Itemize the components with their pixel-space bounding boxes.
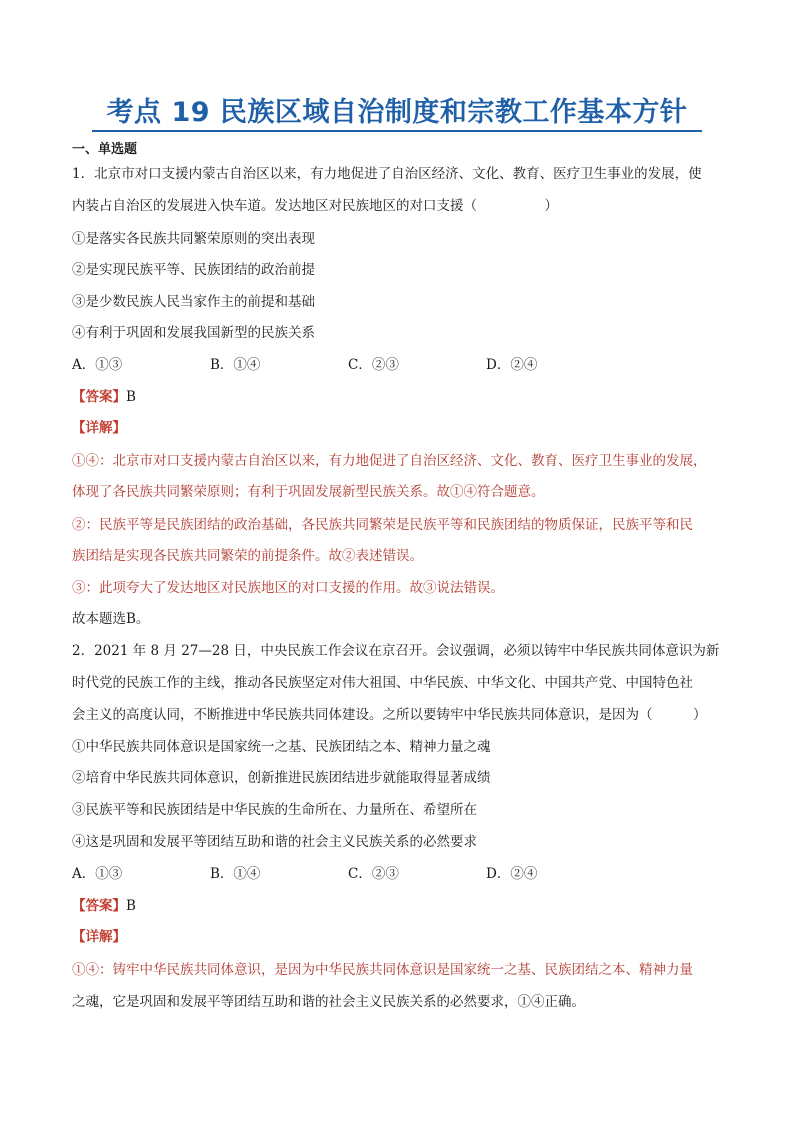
page-title: 考点 19 民族区域自治制度和宗教工作基本方针 [106,97,688,128]
q1-explanation-line-4: 族团结是实现各民族共同繁荣的前提条件。故②表述错误。 [72,548,423,564]
q2-choices [72,864,732,884]
q2-option-2: ②培育中华民族共同体意识，创新推进民族团结进步就能取得显著成绩 [72,770,491,786]
section-heading: 一、单选题 [72,142,138,157]
q1-choice-d: D．②④ [486,357,538,373]
q2-explanation-line-1: ①④：铸牢中华民族共同体意识，是因为中华民族共同体意识是国家统一之基、民族团结之本、精神力量 [72,962,693,978]
q1-option-2: ②是实现民族平等、民族团结的政治前提 [72,262,315,278]
q2-detail-heading [72,927,732,947]
q1-answer-label: 【答案】 [72,389,126,405]
q1-explanation-line-1: ①④：北京市对口支援内蒙古自治区以来，有力地促进了自治区经济、文化、教育、医疗卫生事业的发展， [72,453,707,469]
q1-conclusion: 故本题选B。 [72,611,150,627]
q1-option-3: ③是少数民族人民当家作主的前提和基础 [72,294,315,310]
q1-answer [72,387,732,407]
q2-option-3: ③民族平等和民族团结是中华民族的生命所在、力量所在、希望所在 [72,802,477,818]
q2-answer-label: 【答案】 [72,898,126,914]
q1-detail-heading [72,418,732,438]
q2-stem-line-2: 时代党的民族工作的主线，推动各民族坚定对伟大祖国、中华民族、中华文化、中国共产党、中国特色社 [72,675,693,691]
q2-detail-label: 【详解】 [72,929,126,945]
q2-choice-a: A．①③ [72,866,123,882]
q2-stem-line-1: 2．2021 年 8 月 27—28 日，中央民族工作会议在京召开。会议强调，必须以铸牢中华民族共同体意识为新 [72,643,720,659]
q2-option-4: ④这是巩固和发展平等团结互助和谐的社会主义民族关系的必然要求 [72,834,477,850]
q1-choice-b: B．①④ [210,357,261,373]
q1-explanation-line-3: ②：民族平等是民族团结的政治基础，各民族共同繁荣是民族平等和民族团结的物质保证，民族平等和民 [72,517,693,533]
q2-answer [72,896,732,916]
q1-detail-label: 【详解】 [72,420,126,436]
title-underline [92,130,702,132]
q2-stem-line-3: 会主义的高度认同，不断推进中华民族共同体建设。之所以要铸牢中华民族共同体意识，是因为（ ） [72,707,707,723]
q2-choice-c: C．②③ [348,866,399,882]
q1-answer-value: B [126,389,136,405]
q1-choice-c: C．②③ [348,357,399,373]
q2-explanation-line-2: 之魂，它是巩固和发展平等团结互助和谐的社会主义民族关系的必然要求，①④正确。 [72,994,585,1010]
q1-stem-line-2: 内装占自治区的发展进入快车道。发达地区对民族地区的对口支援（ ） [72,198,558,214]
q1-option-1: ①是落实各民族共同繁荣原则的突出表现 [72,231,315,247]
q2-answer-value: B [126,898,136,914]
q1-choices [72,355,732,375]
q1-choice-a: A．①③ [72,357,123,373]
q1-stem-line-1: 1．北京市对口支援内蒙古自治区以来，有力地促进了自治区经济、文化、教育、医疗卫生事业的发展，使 [72,166,702,182]
q1-option-4: ④有利于巩固和发展我国新型的民族关系 [72,325,315,341]
q2-choice-d: D．②④ [486,866,538,882]
q2-choice-b: B．①④ [210,866,261,882]
q1-explanation-line-5: ③：此项夸大了发达地区对民族地区的对口支援的作用。故③说法错误。 [72,580,504,596]
q1-explanation-line-2: 体现了各民族共同繁荣原则；有利于巩固发展新型民族关系。故①④符合题意。 [72,484,545,500]
q2-option-1: ①中华民族共同体意识是国家统一之基、民族团结之本、精神力量之魂 [72,739,491,755]
